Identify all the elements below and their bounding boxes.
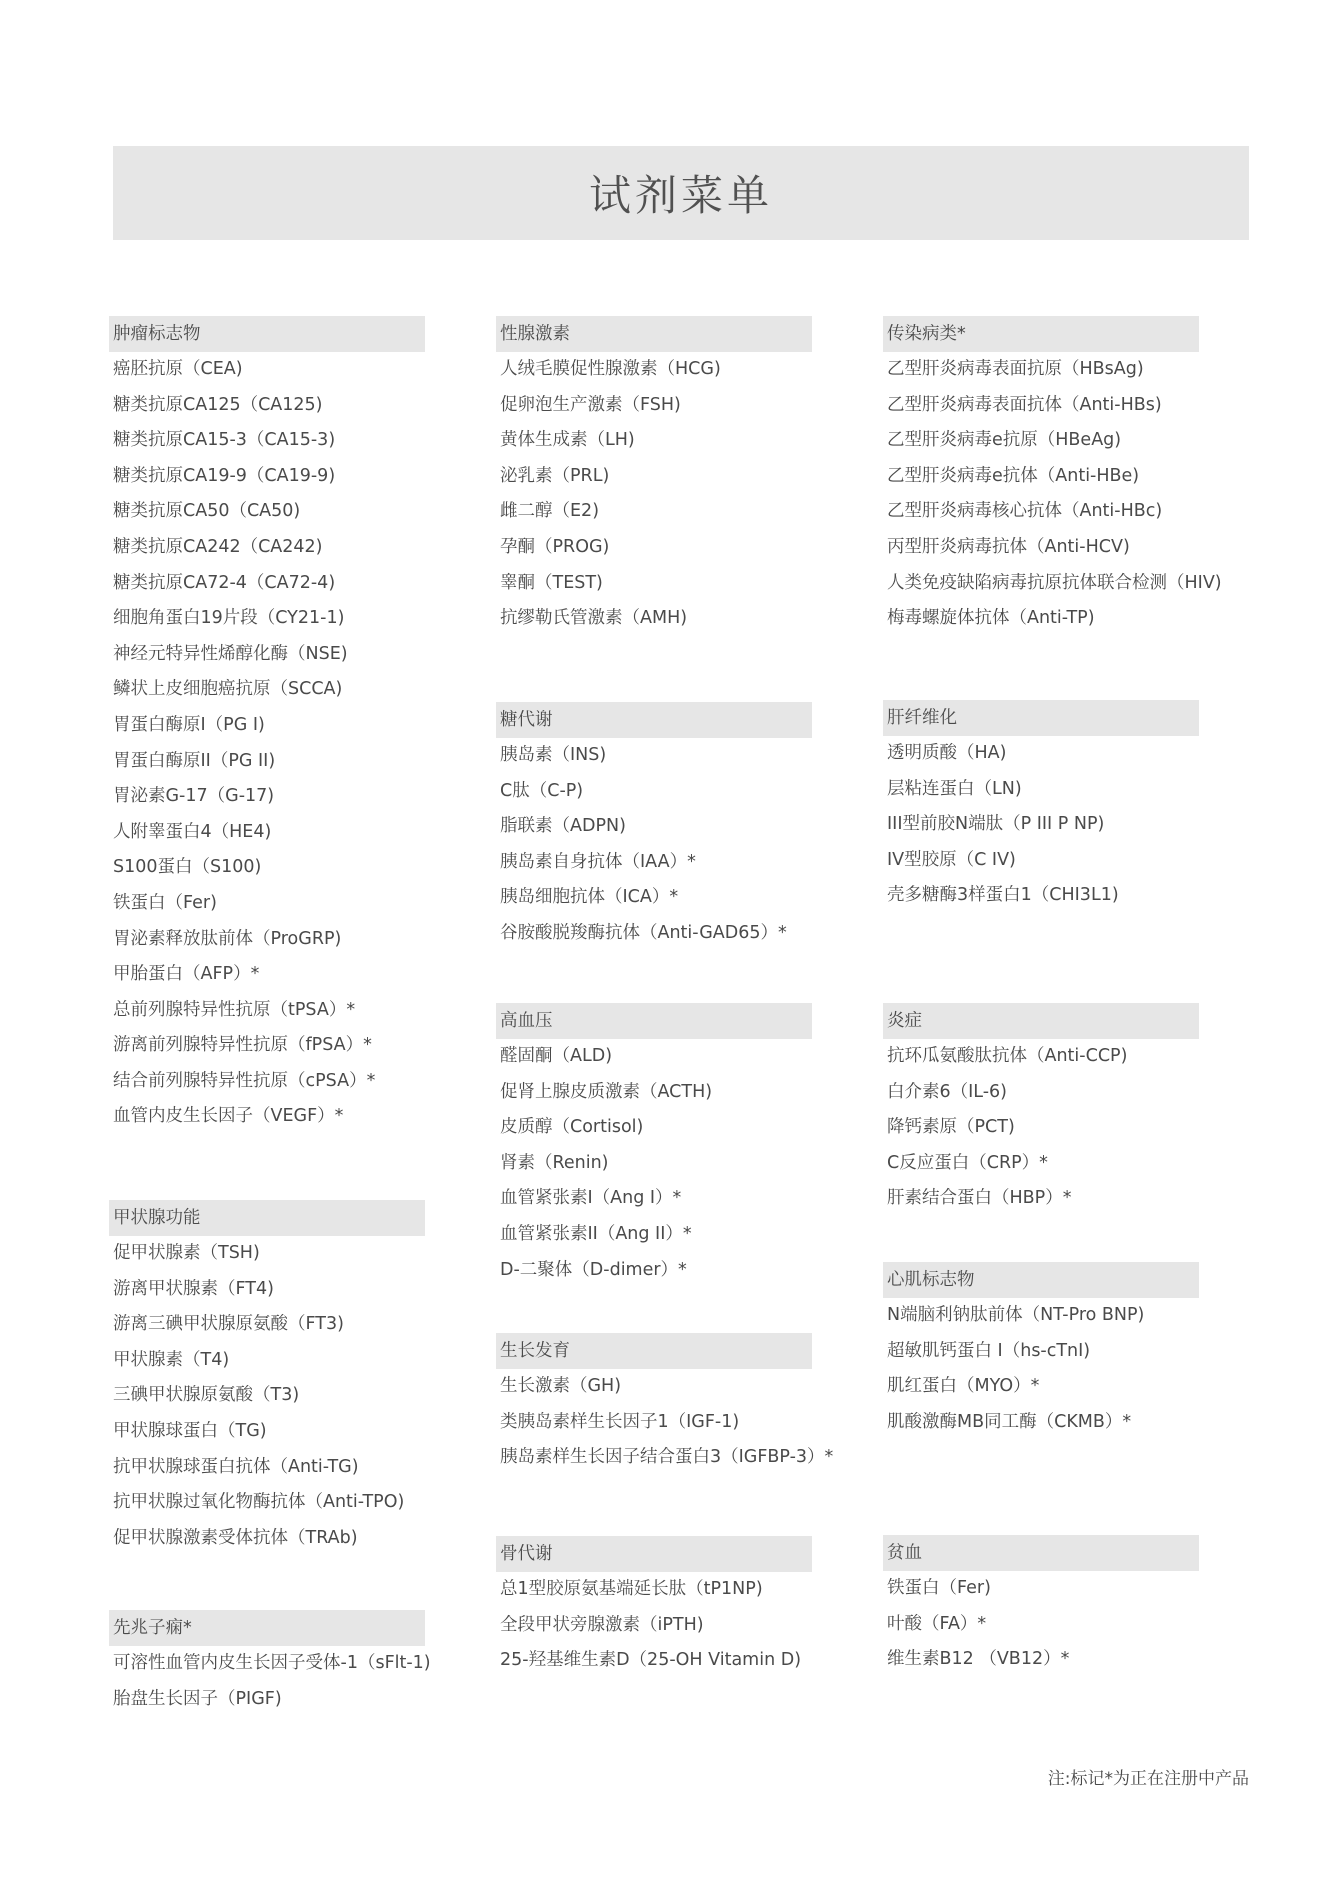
reagent-item: 生长激素（GH) (500, 1376, 622, 1396)
reagent-item: 肾素（Renin) (500, 1152, 609, 1173)
reagent-item: 抗环瓜氨酸肽抗体（Anti-CCP) (887, 1046, 1128, 1066)
item-list (883, 1039, 1199, 1217)
reagent-item: 糖类抗原CA50（CA50) (113, 501, 301, 522)
reagent-item: 铁蛋白（Fer) (113, 892, 217, 913)
reagent-item: 糖类抗原CA19-9（CA19-9) (113, 465, 336, 486)
reagent-item: 糖类抗原CA15-3（CA15-3) (113, 430, 336, 451)
reagent-item: 胰岛素样生长因子结合蛋白3（IGFBP-3）* (500, 1447, 834, 1468)
item-list (883, 736, 1199, 914)
item-list (883, 1571, 1199, 1678)
reagent-item: 抗甲状腺球蛋白抗体（Anti-TG) (113, 1456, 359, 1477)
reagent-item: 人类免疫缺陷病毒抗原抗体联合检测（HIV) (887, 572, 1222, 593)
reagent-item: 促肾上腺皮质激素（ACTH) (500, 1081, 713, 1102)
item-list (109, 1236, 425, 1556)
reagent-item: 抗缪勒氏管激素（AMH) (500, 608, 688, 629)
reagent-item: D-二聚体（D-dimer）* (500, 1259, 687, 1280)
category-sex-hormones (496, 316, 812, 637)
category-hypertension (496, 1003, 812, 1288)
reagent-item: 甲胎蛋白（AFP）* (113, 964, 260, 985)
reagent-item: 壳多糖酶3样蛋白1（CHI3L1) (887, 885, 1119, 906)
category-bone-metabolism (496, 1536, 812, 1679)
category-header: 甲状腺功能 (109, 1200, 425, 1236)
category-header: 先兆子痫* (109, 1610, 425, 1646)
reagent-item: 25-羟基维生素D（25-OH Vitamin D) (500, 1650, 802, 1671)
category-tumor-markers (109, 316, 425, 1135)
reagent-item: 血管紧张素II（Ang II）* (500, 1223, 692, 1244)
reagent-item: 游离前列腺特异性抗原（fPSA）* (113, 1035, 372, 1056)
reagent-item: 胃泌素G-17（G-17) (113, 786, 275, 807)
reagent-item: 胎盘生长因子（PIGF) (113, 1688, 282, 1709)
reagent-item: 醛固酮（ALD) (500, 1046, 613, 1066)
page-title: 试剂菜单 (588, 171, 773, 220)
reagent-item: C反应蛋白（CRP）* (887, 1152, 1048, 1173)
item-list (496, 1572, 812, 1679)
reagent-item: 癌胚抗原（CEA) (113, 359, 243, 379)
item-list (496, 1369, 833, 1476)
reagent-item: 促卵泡生产激素（FSH) (500, 394, 681, 415)
reagent-item: 抗甲状腺过氧化物酶抗体（Anti-TPO) (113, 1492, 405, 1513)
reagent-item: 谷胺酸脱羧酶抗体（Anti-GAD65）* (500, 922, 787, 943)
category-header: 性腺激素 (496, 316, 812, 352)
reagent-item: 降钙素原（PCT) (887, 1117, 1015, 1138)
category-header: 肝纤维化 (883, 700, 1199, 736)
reagent-item: 胰岛细胞抗体（ICA）* (500, 887, 679, 908)
category-glucose-metabolism (496, 702, 812, 952)
item-list (883, 1298, 1199, 1440)
reagent-item: 胃蛋白酶原II（PG II) (113, 750, 276, 771)
reagent-item: 游离甲状腺素（FT4) (113, 1278, 274, 1299)
reagent-item: 乙型肝炎病毒表面抗原（HBsAg) (887, 359, 1144, 379)
reagent-item: 总1型胶原氨基端延长肽（tP1NP) (500, 1579, 763, 1599)
reagent-item: 透明质酸（HA) (887, 743, 1007, 763)
reagent-item: S100蛋白（S100) (113, 857, 262, 878)
reagent-item: 皮质醇（Cortisol) (500, 1117, 644, 1138)
category-thyroid-function (109, 1200, 425, 1556)
reagent-item: 白介素6（IL-6) (887, 1081, 1008, 1102)
item-list (109, 1646, 431, 1717)
reagent-item: 神经元特异性烯醇化酶（NSE) (113, 643, 348, 664)
reagent-item: 促甲状腺素（TSH) (113, 1243, 260, 1263)
reagent-item: 糖类抗原CA72-4（CA72-4) (113, 572, 336, 593)
category-header: 贫血 (883, 1535, 1199, 1571)
category-header: 心肌标志物 (883, 1262, 1199, 1298)
reagent-item: 甲状腺球蛋白（TG) (113, 1420, 267, 1441)
item-list (109, 352, 425, 1135)
category-anemia (883, 1535, 1199, 1678)
reagent-item: 雌二醇（E2) (500, 501, 600, 522)
reagent-item: 三碘甲状腺原氨酸（T3) (113, 1385, 300, 1406)
reagent-item: 叶酸（FA）* (887, 1613, 987, 1634)
reagent-item: 促甲状腺激素受体抗体（TRAb) (113, 1527, 358, 1548)
reagent-item: 血管紧张素I（Ang I）* (500, 1188, 682, 1209)
category-header: 生长发育 (496, 1333, 812, 1369)
category-header: 高血压 (496, 1003, 812, 1039)
category-infectious-disease (883, 316, 1222, 637)
reagent-item: 胰岛素自身抗体（IAA）* (500, 851, 696, 872)
reagent-item: 睾酮（TEST) (500, 572, 603, 593)
reagent-item: 鳞状上皮细胞癌抗原（SCCA) (113, 679, 343, 700)
reagent-item: 游离三碘甲状腺原氨酸（FT3) (113, 1314, 344, 1335)
reagent-item: N端脑利钠肽前体（NT-Pro BNP) (887, 1305, 1145, 1325)
reagent-item: 可溶性血管内皮生长因子受体-1（sFlt-1) (113, 1653, 431, 1673)
reagent-item: 泌乳素（PRL) (500, 465, 610, 486)
reagent-item: 肌红蛋白（MYO）* (887, 1376, 1040, 1397)
reagent-item: 血管内皮生长因子（VEGF）* (113, 1106, 344, 1127)
reagent-item: 层粘连蛋白（LN) (887, 778, 1022, 799)
reagent-item: 总前列腺特异性抗原（tPSA）* (113, 999, 356, 1020)
reagent-item: 糖类抗原CA242（CA242) (113, 536, 323, 557)
reagent-item: III型前胶N端肽（P III P NP) (887, 814, 1105, 835)
reagent-item: C肽（C-P) (500, 780, 584, 801)
reagent-item: 类胰岛素样生长因子1（IGF-1) (500, 1411, 740, 1432)
reagent-item: IV型胶原（C IV) (887, 849, 1016, 870)
reagent-item: 肝素结合蛋白（HBP）* (887, 1188, 1072, 1209)
category-liver-fibrosis (883, 700, 1199, 914)
category-header: 骨代谢 (496, 1536, 812, 1572)
reagent-item: 梅毒螺旋体抗体（Anti-TP) (887, 608, 1095, 629)
reagent-item: 脂联素（ADPN) (500, 816, 626, 837)
category-header: 肿瘤标志物 (109, 316, 425, 352)
reagent-item: 人附睾蛋白4（HE4) (113, 821, 272, 842)
reagent-item: 乙型肝炎病毒e抗体（Anti-HBe) (887, 465, 1140, 486)
reagent-item: 孕酮（PROG) (500, 536, 610, 557)
category-preeclampsia (109, 1610, 431, 1717)
reagent-item: 胃泌素释放肽前体（ProGRP) (113, 928, 342, 949)
reagent-item: 全段甲状旁腺激素（iPTH) (500, 1614, 704, 1635)
reagent-item: 甲状腺素（T4) (113, 1349, 230, 1370)
reagent-item: 铁蛋白（Fer) (887, 1578, 991, 1598)
category-inflammation (883, 1003, 1199, 1217)
category-header: 传染病类* (883, 316, 1199, 352)
reagent-item: 超敏肌钙蛋白 I（hs-cTnI) (887, 1340, 1091, 1361)
reagent-item: 肌酸激酶MB同工酶（CKMB）* (887, 1411, 1132, 1432)
category-cardiac-markers (883, 1262, 1199, 1440)
category-header: 炎症 (883, 1003, 1199, 1039)
reagent-item: 人绒毛膜促性腺激素（HCG) (500, 359, 721, 379)
category-header: 糖代谢 (496, 702, 812, 738)
reagent-item: 丙型肝炎病毒抗体（Anti-HCV) (887, 536, 1130, 557)
reagent-item: 乙型肝炎病毒表面抗体（Anti-HBs) (887, 394, 1162, 415)
reagent-item: 乙型肝炎病毒e抗原（HBeAg) (887, 430, 1122, 451)
reagent-item: 乙型肝炎病毒核心抗体（Anti-HBc) (887, 501, 1163, 522)
reagent-item: 细胞角蛋白19片段（CY21-1) (113, 608, 345, 629)
item-list (496, 738, 812, 952)
reagent-item: 黄体生成素（LH) (500, 430, 635, 451)
item-list (883, 352, 1222, 637)
category-growth (496, 1333, 833, 1476)
footnote: 注:标记*为正在注册中产品 (1047, 1769, 1249, 1789)
reagent-item: 糖类抗原CA125（CA125) (113, 394, 323, 415)
reagent-item: 维生素B12 （VB12）* (887, 1649, 1070, 1670)
title-bar (113, 146, 1249, 240)
reagent-item: 胰岛素（INS) (500, 745, 607, 765)
reagent-item: 胃蛋白酶原I（PG I) (113, 714, 265, 735)
item-list (496, 352, 812, 637)
reagent-item: 结合前列腺特异性抗原（cPSA）* (113, 1070, 376, 1091)
item-list (496, 1039, 812, 1288)
